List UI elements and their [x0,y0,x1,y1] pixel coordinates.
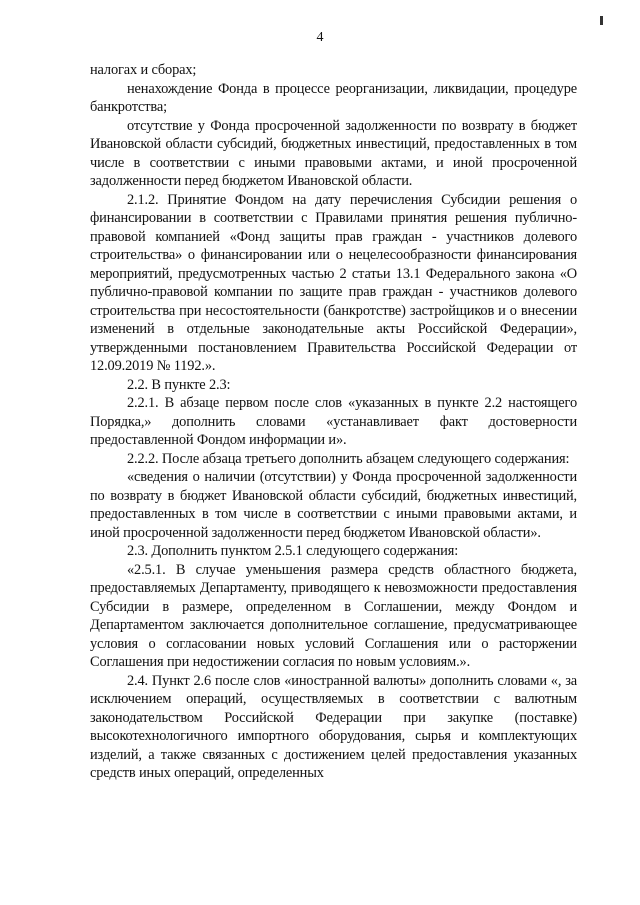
paragraph: ненахождение Фонда в процессе реорганизации, ликвидации, процедуре банкротства; [90,80,577,115]
paragraph: 2.2. В пункте 2.3: [127,376,231,393]
paragraph: «сведения о наличии (отсутствии) у Фонда просроченной задолженности по возврату в бюджет Ивановской области субсидий, бюджетных инвестиций, предоставленных в том числе в соответствии с иными правовыми актами, и иной просроченной задолженности перед бюджетом Ивановской области». [90,469,577,541]
document-body [90,61,577,783]
paragraph: 2.2.1. В абзаце первом после слов «указанных в пункте 2.2 настоящего Порядка,» дополнить словами «устанавливает факт достоверности предоставленной Фондом информации и». [90,395,577,448]
paragraph: 2.2.2. После абзаца третьего дополнить абзацем следующего содержания: [127,450,570,467]
paragraph: налогах и сборах; [90,62,197,78]
paragraph: 2.4. Пункт 2.6 после слов «иностранной валюты» дополнить словами «, за исключением операций, осуществляемых в соответствии с валютным законодательством Российской Федерации при закупке (поставке) высокотехнологичного импортного оборудования, сырья и комплектующих изделий, а также связанных с достижением целей предоставления указанных средств иных операций, определенных [90,672,577,781]
paragraph: отсутствие у Фонда просроченной задолженности по возврату в бюджет Ивановской области субсидий, бюджетных инвестиций, предоставленных в том числе в соответствии с иными правовыми актами, и иной просроченной задолженности перед бюджетом Ивановской области. [90,117,577,189]
scan-mark [600,16,603,25]
paragraph: 2.3. Дополнить пунктом 2.5.1 следующего содержания: [127,543,459,559]
paragraph: «2.5.1. В случае уменьшения размера средств областного бюджета, предоставляемых Департаменту, приводящего к невозможности предоставления Субсидии в размере, определенном в Соглашении, между Фондом и Департаментом заключается дополнительное соглашение, предусматривающее условия о согласовании новых условий Соглашения или о расторжении Соглашения при недостижении согласия по новым условиям.». [90,561,577,670]
paragraph: 2.1.2. Принятие Фондом на дату перечисления Субсидии решения о финансировании в соответствии с Правилами принятия решения публично-правовой компанией «Фонд защиты прав граждан - участников долевого строительства» о финансировании или о нецелесообразности финансирования мероприятий, предусмотренных частью 2 статьи 13.1 Федерального закона «О публично-правовой компании по защите прав граждан - участников долевого строительства при несостоятельности (банкротстве) застройщиков и о внесении изменений в отдельные законодательные акты Российской Федерации», утвержденными постановлением Правительства Российской Федерации от 12.09.2019 № 1192.». [90,191,577,374]
page-number: 4 [316,30,324,45]
